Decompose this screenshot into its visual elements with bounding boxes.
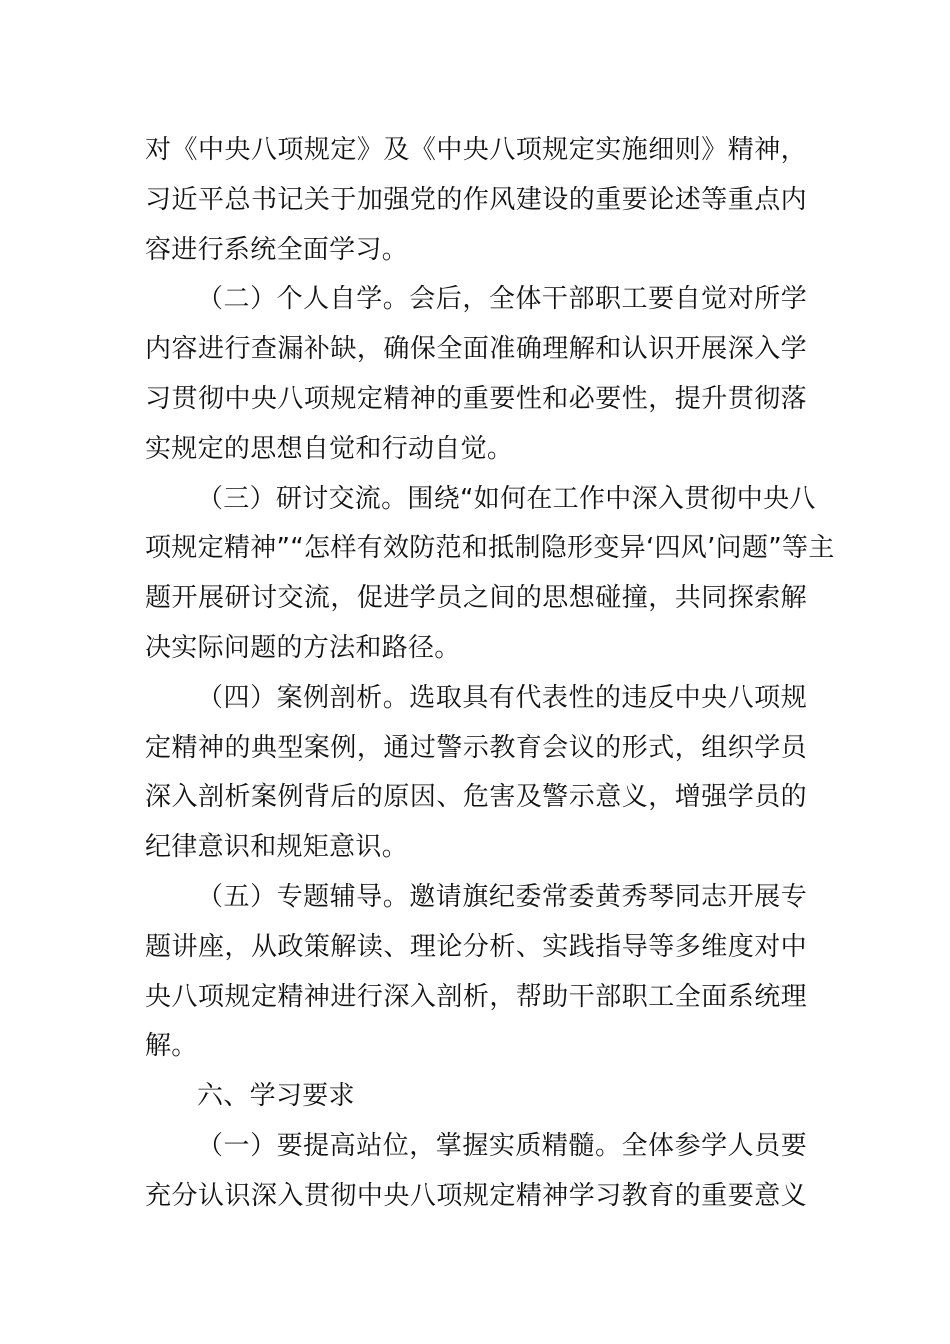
document-body [145, 126, 835, 1222]
text-line: 题讲座，从政策解读、理论分析、实践指导等多维度对中 [145, 931, 807, 962]
text-line: 习近平总书记关于加强党的作风建设的重要论述等重点内 [145, 184, 807, 215]
paragraph-line: （三）研讨交流。围绕“如何在工作中深入贯彻中央八 [197, 483, 816, 514]
text-line: 对《中央八项规定》及《中央八项规定实施细则》精神， [145, 135, 807, 165]
paragraph-line: （一）要提高站位，掌握实质精髓。全体参学人员要 [197, 1130, 807, 1161]
section-heading: 六、学习要求 [197, 1081, 355, 1112]
text-line: 题开展研讨交流，促进学员之间的思想碰撞，共同探索解 [145, 583, 807, 614]
paragraph-line: （五）专题辅导。邀请旗纪委常委黄秀琴同志开展专 [197, 881, 807, 912]
text-line: 实规定的思想自觉和行动自觉。 [145, 433, 514, 464]
text-line: 习贯彻中央八项规定精神的重要性和必要性，提升贯彻落 [145, 383, 807, 414]
text-line: 解。 [145, 1031, 198, 1062]
paragraph-line: （二）个人自学。会后，全体干部职工要自觉对所学 [197, 284, 807, 315]
text-line: 定精神的典型案例，通过警示教育会议的形式，组织学员 [145, 732, 807, 763]
text-line: 容进行系统全面学习。 [145, 234, 409, 265]
text-line: 央八项规定精神进行深入剖析，帮助干部职工全面系统理 [145, 981, 807, 1012]
text-line: 项规定精神”“怎样有效防范和抵制隐形变异‘四风’问题”等主 [145, 533, 835, 564]
text-line: 纪律意识和规矩意识。 [145, 832, 409, 863]
paragraph-line: （四）案例剖析。选取具有代表性的违反中央八项规 [197, 682, 807, 713]
text-line: 充分认识深入贯彻中央八项规定精神学习教育的重要意义 [145, 1180, 807, 1211]
text-line: 内容进行查漏补缺，确保全面准确理解和认识开展深入学 [145, 334, 807, 365]
text-line: 决实际问题的方法和路径。 [145, 632, 461, 663]
text-line: 深入剖析案例背后的原因、危害及警示意义，增强学员的 [145, 782, 807, 813]
